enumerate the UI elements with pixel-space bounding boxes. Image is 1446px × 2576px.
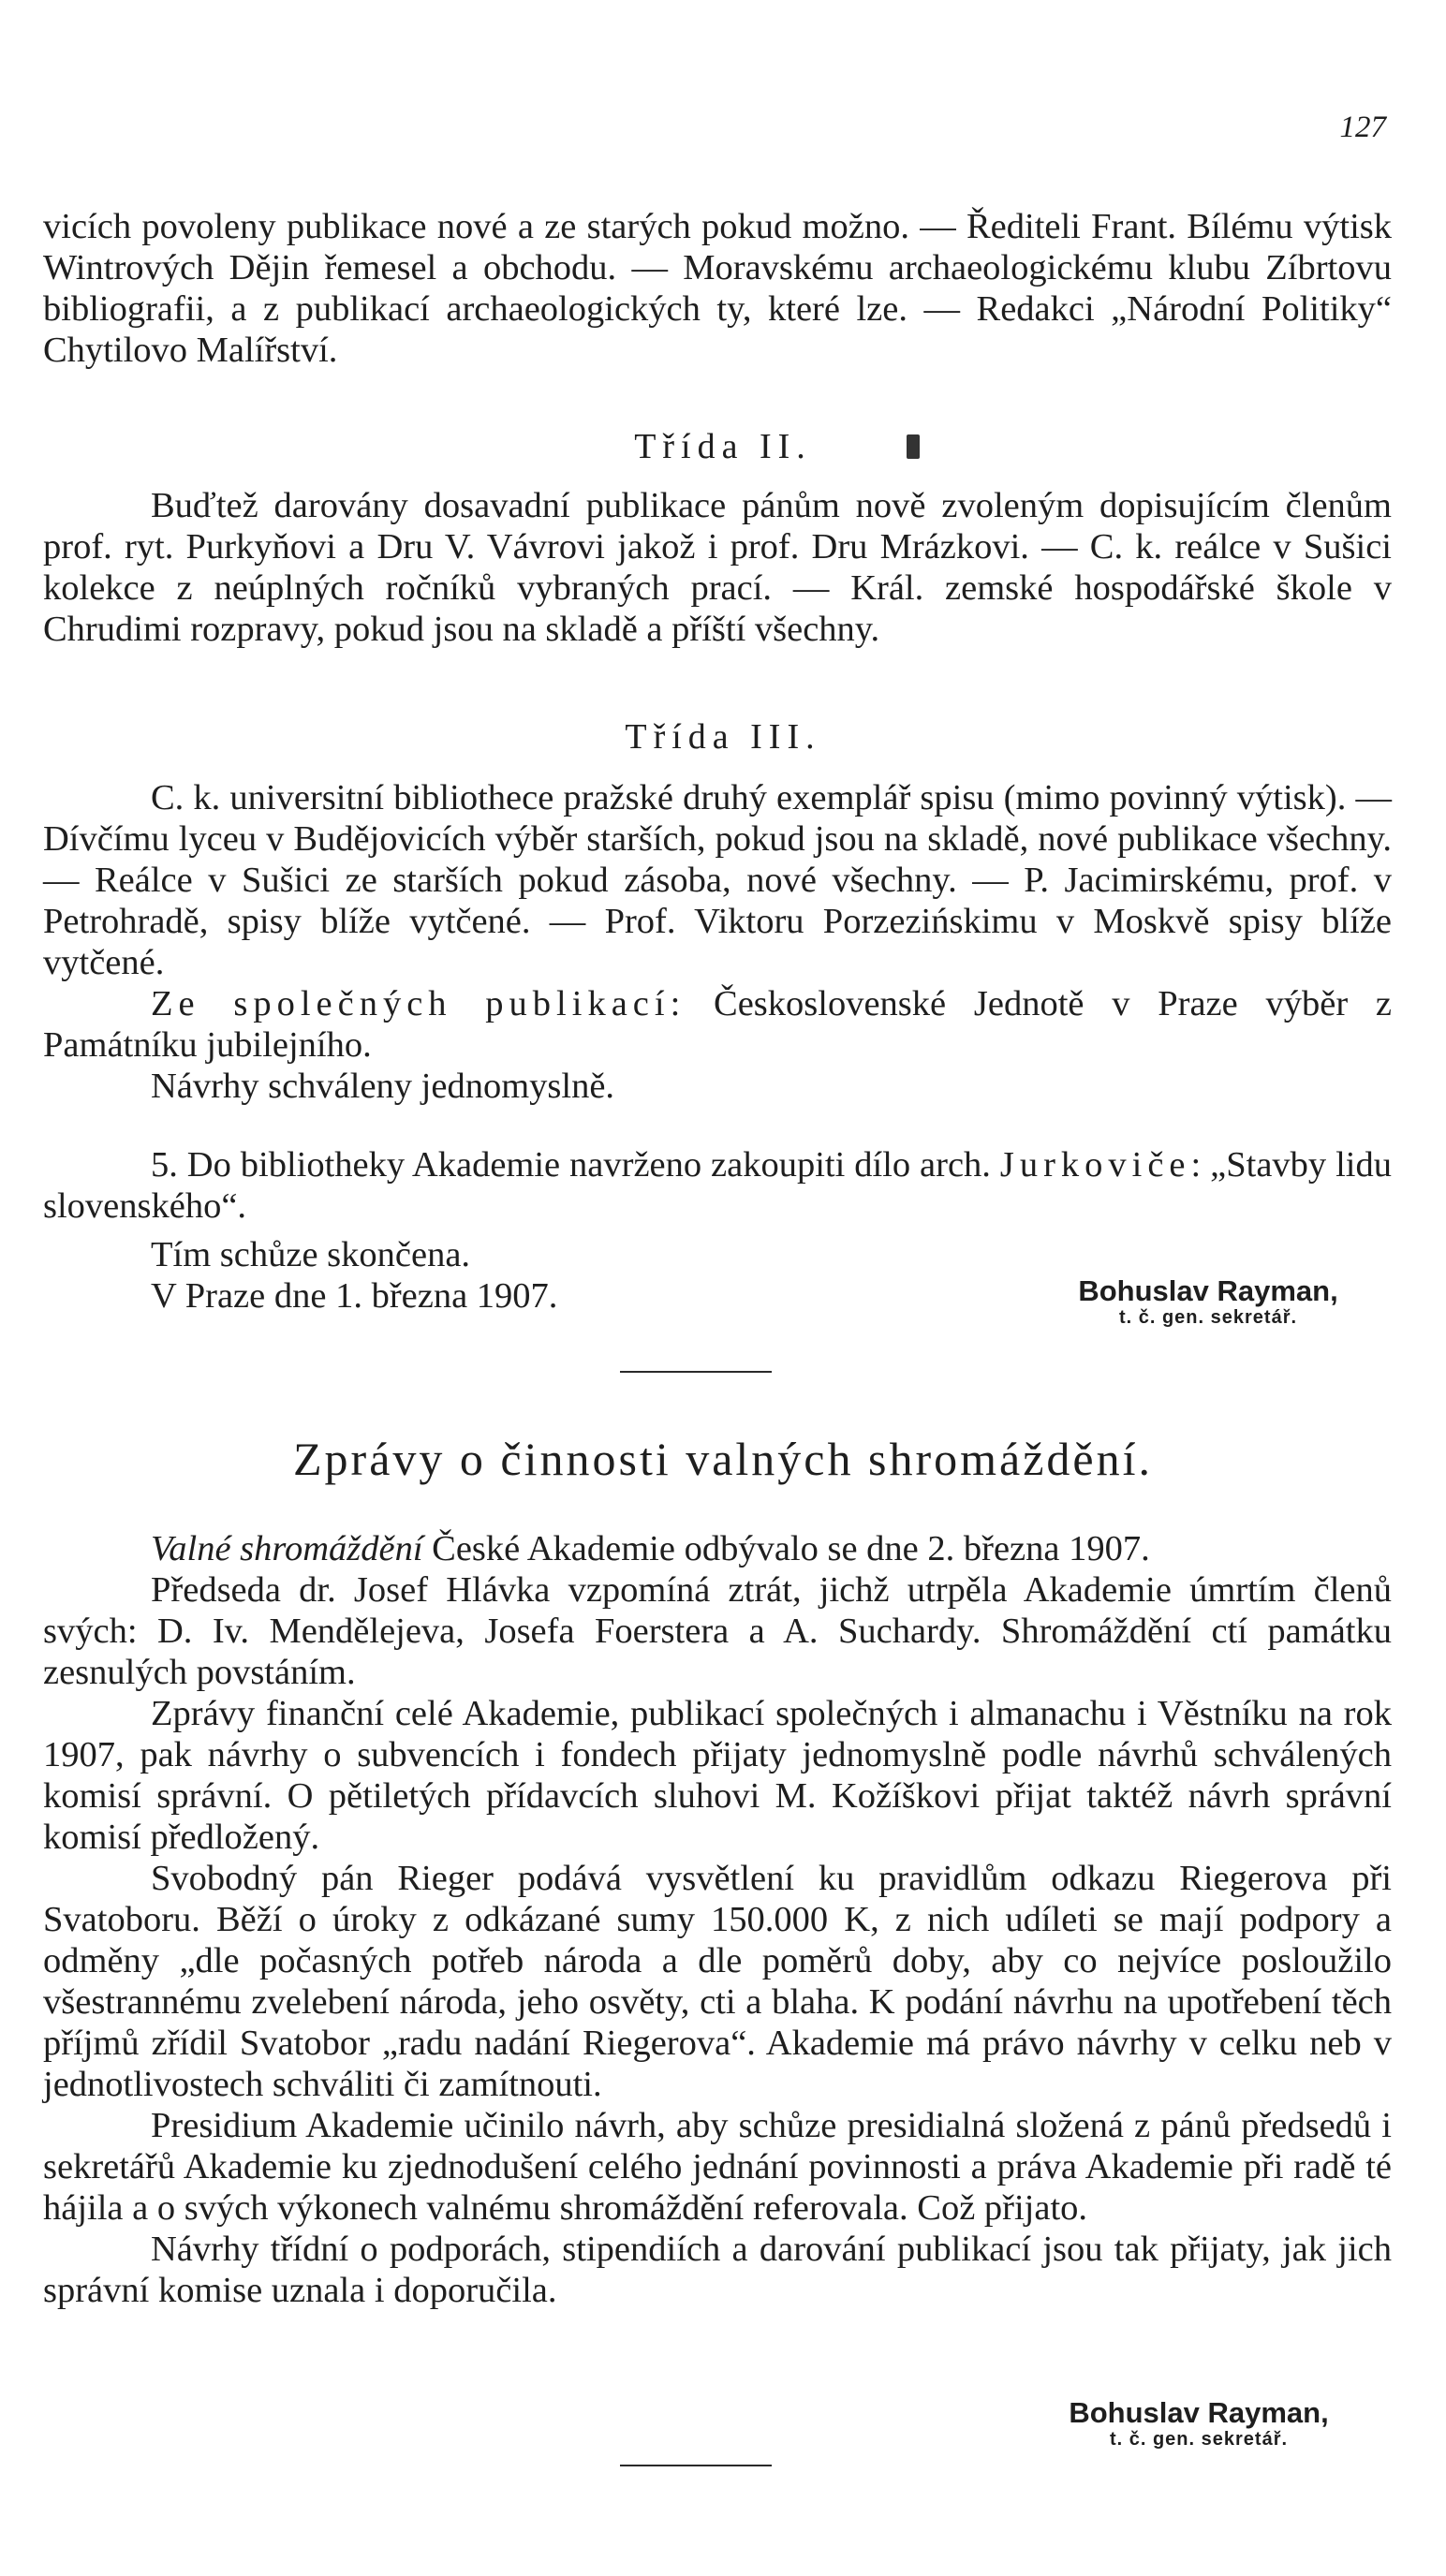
class-3-heading-wrap	[0, 716, 1446, 758]
gm-paragraph-5: Návrhy třídní o podporách, stipendiích a darování publikací jsou tak přijaty, jak jich správní komise uznala i doporučila.	[43, 2230, 1392, 2310]
signature-2-name: Bohuslav Rayman,	[1069, 2396, 1329, 2429]
approval-note: Návrhy schváleny jednomyslně.	[151, 1067, 615, 1106]
class-1-text: vicích povoleny publikace nové a ze starých pokud možno. — Řediteli Frant. Bílému výtisk Wintrových Dějin řemesel a obchodu. — Moravskému archaeologickému klubu Zíbrtovu bibliografii, a z publikací archaeologických ty, které lze. — Redakci „Národní Politiky“ Chytilovo Malířství.	[43, 207, 1392, 370]
class-3-donations	[43, 777, 1392, 1107]
item-5-end: : „Stavby lidu slovenského“.	[43, 1145, 1392, 1226]
meeting-end: Tím schůze skončena.	[151, 1235, 471, 1274]
divider-2	[620, 2465, 772, 2466]
section-title: Zprávy o činnosti valných shromáždění.	[293, 1433, 1153, 1485]
class-2-heading-wrap	[0, 426, 1446, 467]
ink-blot	[907, 434, 920, 459]
gm-paragraph-3: Svobodný pán Rieger podává vysvětlení ku pravidlům odkazu Riegerova při Svatoboru. Běží o úroky z odkázané sumy 150.000 K, z nich udíleti se mají podpory a odměny „dle počasných potřeb národa a dle poměrů doby, aby co nejvíce posloužilo všestrannému zvelebení národa, jeho osvěty, cti a blaha. K podání návrhu na upotřebení těch příjmů zřídil Svatobor „radu nadání Riegerova“. Akademie má právo návrhy v celku neb v jednotlivostech schváliti či zamítnouti.	[43, 1859, 1392, 2104]
general-assembly-report	[43, 1528, 1392, 2311]
class-3-heading: Třída III.	[625, 717, 821, 757]
gm-paragraph-2: Zprávy finanční celé Akademie, publikací společných i almanachu i Věstníku na rok 1907, pak návrhy o subvencích i fondech přijaty jednomyslně podle návrhů schválených komisí správní. O pětiletých přídavcích sluhovi M. Kožíškovi přijat taktéž návrh správní komisí předložený.	[43, 1694, 1392, 1857]
class-2-donations	[43, 485, 1392, 650]
joint-label: Ze společných publikací:	[151, 984, 686, 1023]
item-5-start: 5. Do bibliotheky Akademie navrženo zakoupiti dílo arch.	[151, 1145, 1000, 1185]
item-5	[43, 1144, 1392, 1227]
class-3-text: C. k. universitní bibliothece pražské druhý exemplář spisu (mimo povinný výtisk). — Dívčímu lyceu v Budějovicích výběr starších, pokud jsou na skladě, nové publikace všechny. — Reálce v Sušici ze starších pokud zásoba, nové všechny. — P. Jacimirskému, prof. v Petrohradě, spisy blíže vytčené. — Prof. Viktoru Porzezińskimu v Moskvě spisy blíže vytčené.	[43, 778, 1392, 982]
class-2-heading: Třída II.	[634, 427, 812, 466]
joint-publications	[43, 983, 1392, 1066]
item-5-name: Jurkoviče	[999, 1145, 1191, 1185]
class-2-text: Buďtež darovány dosavadní publikace pánům nově zvoleným dopisujícím členům prof. ryt. Purkyňovi a Dru V. Vávrovi jakož i prof. Dru Mrázkovi. — C. k. reálce v Sušici kolekce z neúplných ročníků vybraných prací. — Král. zemské hospodářské škole v Chrudimi rozpravy, pokud jsou na skladě a příští všechny.	[43, 486, 1392, 649]
signature-2-role: t. č. gen. sekretář.	[1109, 2429, 1289, 2450]
joint-text: Československé Jednotě v Praze výběr z Památníku jubilejního.	[43, 984, 1392, 1065]
gm-first-line	[43, 1528, 1392, 1569]
signature-1-role: t. č. gen. sekretář.	[1118, 1307, 1298, 1328]
gm-italic: Valné shromáždění	[151, 1529, 423, 1568]
divider-1	[620, 1371, 772, 1373]
item-5-text	[43, 1144, 1392, 1227]
signature-2	[1030, 2397, 1367, 2450]
date-line: V Praze dne 1. března 1907.	[151, 1276, 558, 1316]
class-1-donations	[43, 206, 1392, 371]
page-number: 127	[1339, 110, 1386, 144]
signature-1-name: Bohuslav Rayman,	[1078, 1274, 1338, 1307]
gm-paragraph-4: Presidium Akademie učinilo návrh, aby schůze presidialná složená z pánů předsedů i sekretářů Akademie ku zjednodušení celého jednání povinnosti a práva Akademie při radě té hájila a o svých výkonech valnému shromáždění referovala. Což přijato.	[43, 2106, 1392, 2228]
gm-first-text: České Akademie odbývalo se dne 2. března 1907.	[422, 1529, 1150, 1568]
gm-paragraph-1: Předseda dr. Josef Hlávka vzpomíná ztrát, jichž utrpěla Akademie úmrtím členů svých: D. Iv. Mendělejeva, Josefa Foerstera a A. Suchardy. Shromáždění ctí památku zesnulých povstáním.	[43, 1570, 1392, 1692]
signature-1	[1040, 1275, 1377, 1328]
